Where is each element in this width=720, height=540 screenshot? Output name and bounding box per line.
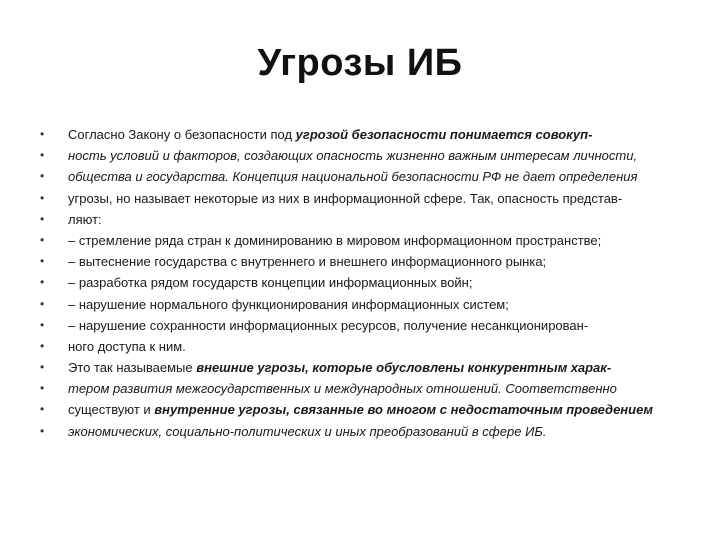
text-segment: – нарушение нормального функционирования информационных систем; (68, 296, 509, 312)
text-segment: внешние угрозы, которые обусловлены конкурентным харак- (196, 360, 612, 376)
bullet-dot: • (40, 338, 45, 353)
bullet-dot: • (40, 148, 45, 163)
list-item (40, 272, 690, 293)
list-item (40, 315, 690, 336)
list-item (40, 209, 690, 230)
bullet-dot: • (40, 169, 45, 184)
bullet-dot: • (40, 423, 45, 438)
list-item (40, 357, 690, 378)
text-segment: Это так называемые (68, 360, 197, 376)
bullet-dot: • (40, 381, 45, 396)
list-item (40, 378, 690, 399)
page-title: Угрозы ИБ (257, 42, 463, 84)
bullet-dot: • (40, 317, 45, 332)
bullet-dot: • (40, 127, 45, 141)
list-item (40, 399, 690, 420)
list-item (40, 124, 690, 145)
list-item (40, 251, 690, 272)
text-segment: Согласно Закону о безопасности под (68, 127, 296, 142)
text-segment: внутренние угрозы, связанные во многом с недостаточным проведением (154, 402, 653, 418)
text-segment: ляют: (68, 211, 102, 227)
text-segment: тером развития межгосударственных и международных отношений. Соответственно (68, 381, 617, 397)
bullet-list (40, 124, 690, 442)
text-segment: ность условий и факторов, создающих опасность жизненно важным интересам личности, (68, 148, 638, 164)
list-item (40, 294, 690, 315)
list-item (40, 336, 690, 357)
text-segment: экономических, социально-политических и иных преобразований в сфере ИБ. (68, 423, 547, 439)
text-segment: – разработка рядом государств концепции информационных войн; (68, 275, 473, 291)
text-segment: – нарушение сохранности информационных ресурсов, получение несанкционирован- (68, 317, 589, 333)
list-item (40, 145, 690, 166)
bullet-dot: • (40, 232, 45, 247)
bullet-dot: • (40, 190, 45, 205)
bullet-dot: • (40, 360, 45, 375)
bullet-dot: • (40, 296, 45, 311)
text-segment: угрозой безопасности понимается совокуп- (295, 127, 593, 142)
bullet-dot: • (40, 211, 45, 226)
list-item (40, 421, 690, 442)
bullet-dot: • (40, 254, 45, 269)
text-segment: ного доступа к ним. (68, 338, 186, 354)
text-segment: существуют и (68, 402, 155, 418)
list-item (40, 188, 690, 209)
text-segment: общества и государства. Концепция национальной безопасности РФ не дает определения (68, 169, 638, 185)
list-item (40, 166, 690, 187)
bullet-dot: • (40, 275, 45, 290)
text-segment: – вытеснение государства с внутреннего и внешнего информационного рынка; (68, 254, 547, 270)
bullet-dot: • (40, 402, 45, 417)
text-segment: – стремление ряда стран к доминированию в мировом информационном пространстве; (68, 232, 602, 248)
text-segment: угрозы, но называет некоторые из них в информационной сфере. Так, опасность представ- (68, 190, 623, 206)
list-item (40, 230, 690, 251)
